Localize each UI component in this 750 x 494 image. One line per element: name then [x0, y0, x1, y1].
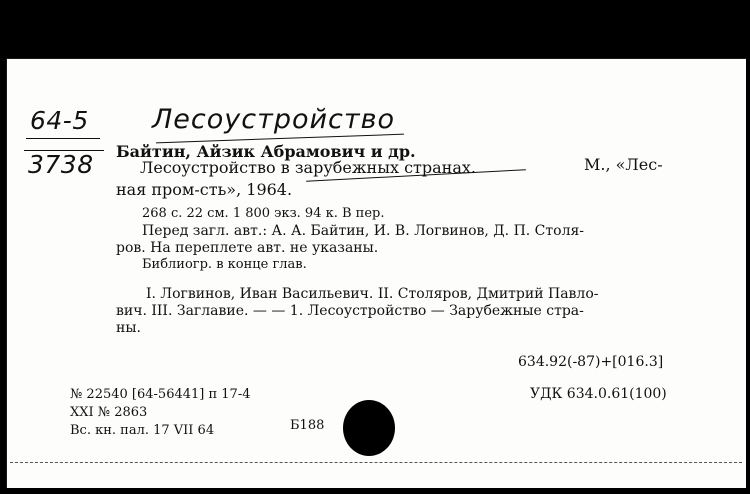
title-line-2: ная пром-сть», 1964. — [116, 180, 293, 199]
authors-note-line-1: Перед загл. авт.: А. А. Байтин, И. В. Логвинов, Д. П. Столя- — [142, 223, 585, 239]
accession-overline — [24, 150, 104, 151]
handwritten-accession-number: 3738 — [28, 150, 94, 179]
catalog-card — [6, 58, 746, 488]
main-entry-heading: Байтин, Айзик Абрамович и др. — [116, 142, 416, 161]
tracing-line-2: вич. III. Заглавие. — — 1. Лесоустройство — Зарубежные стра- — [116, 303, 584, 319]
footer-line-3: Вс. кн. пал. 17 VII 64 — [70, 423, 215, 438]
authors-note-line-2: ров. На переплете авт. не указаны. — [116, 240, 379, 256]
imprint-start: М., «Лес- — [584, 155, 663, 174]
footer-code: Б188 — [290, 418, 325, 433]
card-punch-hole — [343, 400, 395, 456]
tracing-line-3: ны. — [116, 320, 141, 336]
footer-line-1: № 22540 [64-56441] п 17-4 — [70, 387, 251, 402]
bbk-index: 634.92(-87)+[016.3] — [518, 354, 664, 370]
handwritten-class-number: 64-5 — [30, 106, 89, 135]
footer-line-2: XXI № 2863 — [70, 405, 148, 420]
handwritten-subject-heading: Лесоустройство — [152, 104, 396, 135]
bottom-dashed-rule — [10, 462, 742, 463]
title-line-1: Лесоустройство в зарубежных странах. — [140, 158, 476, 177]
tracing-line-1: I. Логвинов, Иван Васильевич. II. Столяров, Дмитрий Павло- — [146, 286, 599, 302]
bibliography-note: Библиогр. в конце глав. — [142, 257, 307, 272]
class-number-underline — [26, 138, 100, 139]
physical-description: 268 с. 22 см. 1 800 экз. 94 к. В пер. — [142, 206, 385, 221]
udk-index: УДК 634.0.61(100) — [530, 386, 667, 402]
